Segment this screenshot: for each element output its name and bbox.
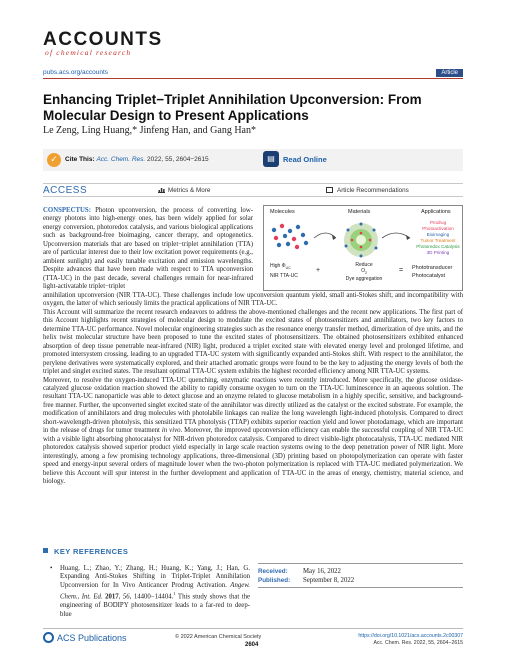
access-bar [43,183,463,197]
cite-text[interactable] [65,156,209,163]
toc-molecule-dots [272,224,308,249]
received-row: Received: May 16, 2022 [258,568,341,575]
read-online-icon: ▤ [263,151,279,167]
dates-box [258,563,463,585]
cite-details: 2022, 55, 2604−2615 [147,156,209,163]
toc-plus-sign: + [316,267,321,274]
toc-app-item: 3D Printing [426,250,450,255]
article-recommendations-button[interactable] [326,187,409,194]
toc-reduce-block [334,262,394,282]
article-recommendations-label: Article Recommendations [337,187,409,194]
toc-o2: $O_2$ [361,268,367,275]
journal-reference: Acc. Chem. Res. 2022, 55, 2604−2615 [373,640,463,646]
bar-chart-icon [158,187,165,193]
doi-link[interactable]: https://doi.org/10.1021/acs.accounts.2c00307 [358,633,463,639]
read-online-label: Read Online [283,155,327,164]
toc-equals-sign: = [399,267,404,274]
toc-graphic [263,205,463,291]
body-paragraph: annihilation upconversion (NIR TTA-UC). These challenges include low upconversion quantum yield, small anti-Stokes shift, and incompatibility with oxygen, the latter of which seriously limits the practical applications of NIR TTA-UC. [43,292,463,308]
toc-applications-heading: Applications [421,209,451,215]
published-row: Published: September 8, 2022 [258,577,355,584]
conspectus-text: Photon upconversion, the process of converting low-energy photons into high-energy ones, has been widely applied for solar energy conversion, photoredox catalysis, and various biological applications such as background-free bioimaging, cancer therapy, and optogenetics. Upconversion materials that are based on triplet−triplet annihilation (TTA) are of particular interest due to their low excitation power requirements (e.g., ambient sunlight) and easily tunable excitation and emission wavelengths. Despite advances that have been made with respect to TTA upconversion (TTA-UC) in the past decade, several challenges remain for near-infrared light-activatable triplet−triplet [43,207,254,291]
toc-applications-list [414,220,462,256]
cite-label: Cite This: [65,156,95,163]
dates-divider [258,587,463,588]
toc-nir-tta-uc: NIR TTA-UC [270,273,298,279]
journal-logo-sub: of chemical research [45,48,132,57]
doi-block [358,633,463,647]
reference-link[interactable]: 1 [173,591,176,597]
page-number: 2604 [245,642,259,648]
conspectus [43,207,253,292]
conspectus-label: CONSPECTUS: [43,207,91,214]
access-label: ACCESS [43,185,88,196]
header-divider [43,78,463,79]
toc-photocatalyst: Photocatalyst [412,273,446,279]
acs-publications-logo[interactable]: ACS Publications [43,632,127,643]
toc-materials-heading: Materials [348,209,371,215]
cite-bar [43,149,463,171]
toc-app-item: Prodrug Photoactivation [422,220,454,231]
article-body [43,292,463,486]
toc-app-item: Photoredox Catalysis [416,244,460,249]
article-authors: Le Zeng, Ling Huang,* Jinfeng Han, and Gang Han* [43,125,256,136]
toc-reduce: Reduce [355,262,373,268]
toc-dye-aggregation: Dye aggregation [345,276,383,282]
article-title: Enhancing Triplet−Triplet Annihilation Upconversion: From Molecular Design to Present Applications [43,92,422,123]
footer-divider [43,628,463,629]
read-online-button[interactable] [263,149,463,171]
key-references-heading: KEY REFERENCES [43,547,128,556]
journal-logo[interactable] [43,30,163,57]
key-reference-item: • Huang, L.; Zhao, Y.; Zhang, H.; Huang, K.; Yang, J.; Han, G. Expanding Anti-Stokes Shifting in Triplet-Triplet Annihilation Upconversion for In Vivo Anticancer Prodrug Activation. Angew. Chem., Int. Ed. 2017, 56, 14400−14404.$^1$ This study shows that the engineering of BODIPY photosensitizer leads to a far-red to deep-blue [50,565,251,618]
bullet-icon: • [50,565,53,572]
article-type-badge: Article [436,69,463,77]
toc-phototransducer: Phototransducer [412,265,453,271]
copyright-notice: © 2022 American Chemical Society [175,634,262,640]
body-paragraph: Moreover, to resolve the oxygen-induced TTA-UC quenching, enzymatic reactions were recently introduced. More specifically, the glucose oxidase-catalyzed glucose oxidation reaction showed the ability to rapidly consume oxygen to turn on the TTA-UC luminescence in an aqueous solution. The resultant TTA-UC nanoparticle was able to detect glucose and an enzyme related to glucose metabolism in a highly specific, sensitive, and background-free manner. Further, the upconverted singlet excited state of the annihilator was directly utilized as the catalyst or the excited substrate. For example, the modification of annihilators and drug molecules with photolabile linkages can realize the long wavelength light-induced photolysis. Compared to direct short-wavelength-driven photolysis, this sensitized TTA photolysis (TTAP) exhibits superior reaction yield and lower photodamage, which are important in the release of drugs for tumor treatment in vivo. Moreover, the improved upconversion efficiency can enable the successful coupling of NIR TTA-UC with a visible light absorbing photocatalyst for NIR-driven photoredox catalysis. Compared to direct visible-light photocatalysis, TTA-UC mediated NIR photoredox catalysis showed superior product yield especially in large scale reaction systems owing to the deep penetration power of NIR light. More interestingly, among a few promising technology applications, three-dimensional (3D) printing based on photopolymerization can operate with faster speed and energy-input several orders of magnitude lower when the two-photon polymerization is replaced with TTA-UC mediated polymerization. We believe this Account will spur interest in the further development and application of TTA-UC in the areas of energy, chemistry, material science, and biology. [43,376,464,485]
toc-app-item: Tumor Treatment [420,238,456,243]
cite-journal: Acc. Chem. Res. [96,156,146,163]
toc-high-phi: High $\Phi_{UC}$ [270,263,291,270]
body-paragraph: This Account will summarize the recent research endeavors to address the above-mentioned challenges and the recent new applications. The first part of this Account highlights recent strategies of molecular design to modulate the excited states of photosensitizers and annihilators, two key factors to determine TTA-UC performance. Novel molecular engineering strategies such as the resonance energy transfer method, dimerization of dye units, and the helix twist molecular structure have been proposed to tune the excited states of photosensitizers. The obtained photosensitizers exhibited enhanced absorption of deep tissue penetrable near-infrared (NIR) light, produced a triplet excited state with elevated energy level and prolonged lifetime, and promoted intersystem crossing, leading to an upgraded TTA-UC system with significantly expanded anti-Stokes shift. With respect to the annihilator, the perylene derivatives were systematically explored, and their attached aromatic groups were found to be the key to adjusting the energy levels of both the triplet and singlet excited states. The resultant optimal TTA-UC system exhibits the highest recorded efficiency among NIR TTA-UC systems. [43,308,463,376]
check-icon: ✓ [47,153,61,167]
metrics-button[interactable] [158,187,210,194]
toc-molecules-heading: Molecules [270,209,295,215]
toc-app-item: Bioimaging [426,232,450,237]
toc-result-block [412,264,452,280]
square-bullet-icon [43,548,48,553]
acs-logo-icon [43,632,54,643]
metrics-label: Metrics & More [168,187,211,194]
journal-url-link[interactable]: pubs.acs.org/accounts [43,69,109,76]
journal-logo-main: ACCOUNTS [43,29,163,50]
recommendations-icon [326,187,333,193]
